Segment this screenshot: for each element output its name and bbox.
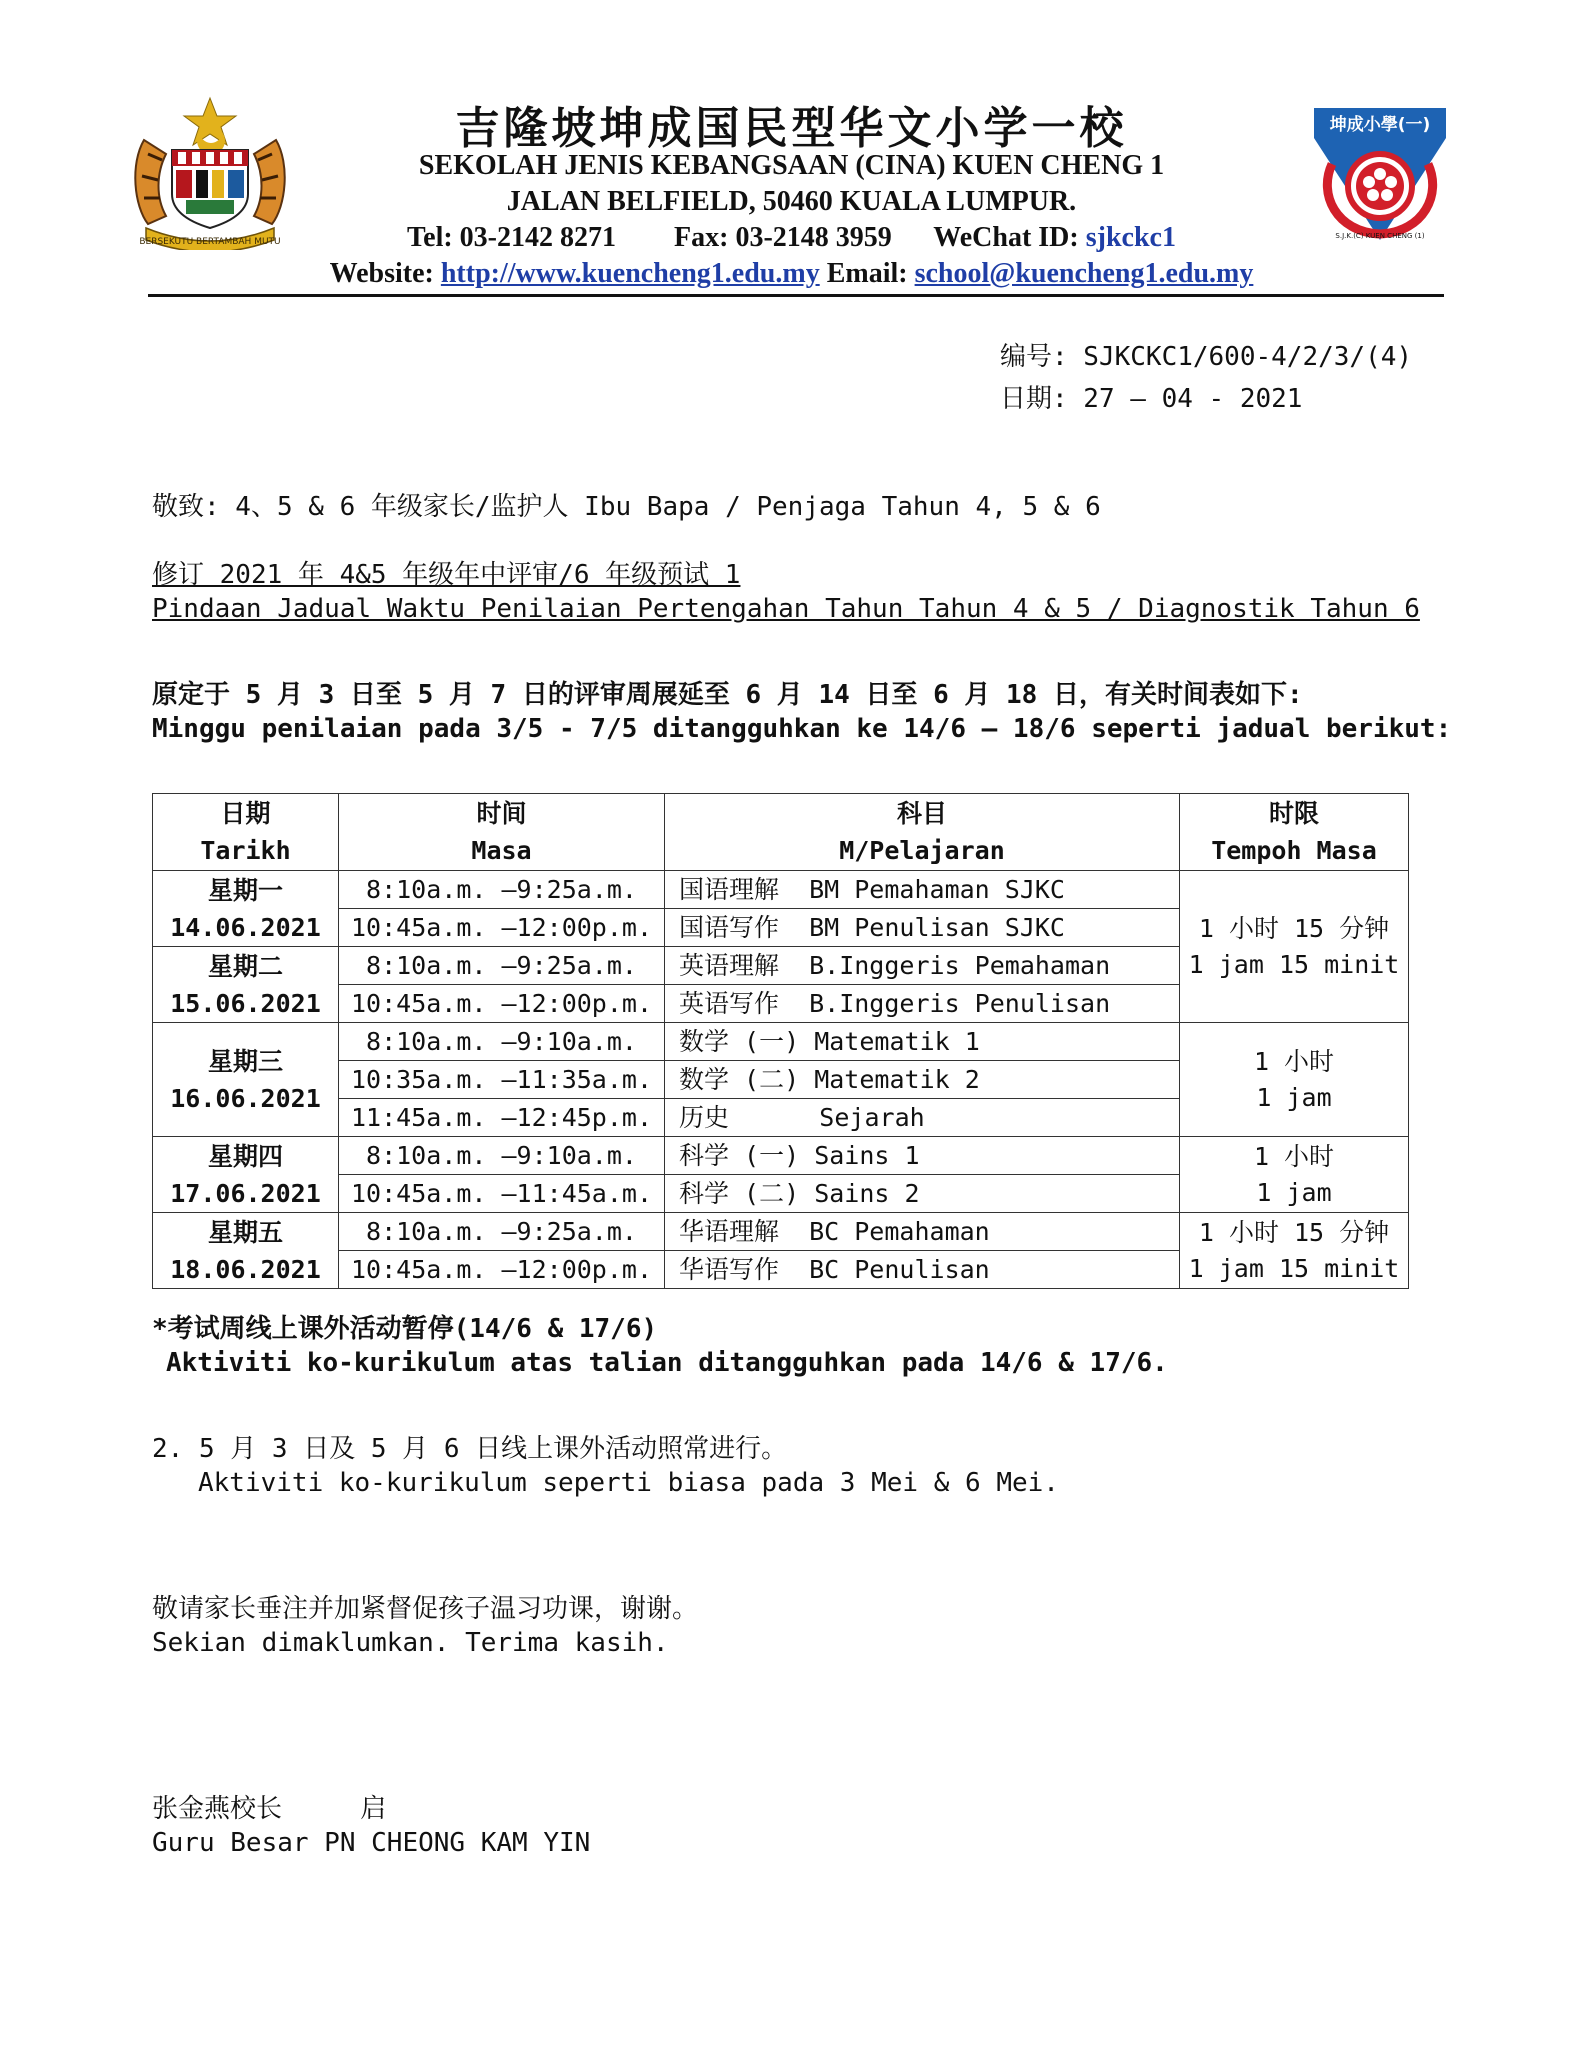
duration-cn: 1 小时 15 分钟 xyxy=(1198,913,1390,943)
web-line xyxy=(0,258,1583,290)
day-cell xyxy=(153,1023,339,1137)
header-date-cn: 日期 xyxy=(220,799,271,828)
crest-motto: BERSEKUTU BERTAMBAH MUTU xyxy=(139,237,281,247)
subject-cell: 科学 (二) Sains 2 xyxy=(665,1175,1180,1213)
note2-chinese: 2. 5 月 3 日及 5 月 6 日线上课外活动照常进行。 xyxy=(152,1434,788,1464)
subject-cell: 华语写作 BC Penulisan xyxy=(665,1251,1180,1289)
header-date-ms: Tarikh xyxy=(200,836,291,865)
closing-chinese: 敬请家长垂注并加紧督促孩子温习功课，谢谢。 xyxy=(152,1594,699,1624)
table-header-row xyxy=(153,794,1409,871)
intro-chinese: 原定于 5 月 3 日至 5 月 7 日的评审周展延至 6 月 14 日至 6 月 18 日，有关时间表如下: xyxy=(152,680,1303,710)
subject-cell: 英语写作 B.Inggeris Penulisan xyxy=(665,985,1180,1023)
tel-number: 03-2142 8271 xyxy=(459,222,616,253)
time-cell: 8:10a.m. –9:25a.m. xyxy=(339,871,665,909)
time-cell: 10:45a.m. –12:00p.m. xyxy=(339,1251,665,1289)
logo-ring-text: S.J.K.(C) KUEN CHENG (1) xyxy=(1335,232,1425,240)
day-name: 星期四 xyxy=(207,1141,283,1171)
day-cell xyxy=(153,1137,339,1213)
time-cell: 10:45a.m. –12:00p.m. xyxy=(339,909,665,947)
duration-cn: 1 小时 15 分钟 xyxy=(1198,1217,1390,1247)
day-cell xyxy=(153,871,339,947)
fax-label: Fax: xyxy=(674,222,736,253)
logo-text: 坤成小學(一) xyxy=(1329,115,1431,135)
table-row xyxy=(153,1023,1409,1061)
duration-cell xyxy=(1180,1023,1409,1137)
day-name: 星期五 xyxy=(207,1217,283,1247)
day-cell xyxy=(153,1213,339,1289)
day-name: 星期三 xyxy=(207,1046,283,1076)
day-date: 17.06.2021 xyxy=(170,1178,321,1208)
time-cell: 8:10a.m. –9:25a.m. xyxy=(339,947,665,985)
duration-ms: 1 jam 15 minit xyxy=(1188,949,1400,979)
header-duration-cn: 时限 xyxy=(1268,799,1319,828)
header-duration xyxy=(1180,794,1409,871)
note2-malay: Aktiviti ko-kurikulum seperti biasa pada 3 Mei & 6 Mei. xyxy=(198,1468,1059,1498)
day-name: 星期二 xyxy=(207,951,283,981)
subject-cell: 国语写作 BM Penulisan SJKC xyxy=(665,909,1180,947)
header-time-ms: Masa xyxy=(471,836,532,865)
subject-cell: 英语理解 B.Inggeris Pemahaman xyxy=(665,947,1180,985)
header-time-cn: 时间 xyxy=(476,799,527,828)
tel-label: Tel: xyxy=(407,222,460,253)
table-row xyxy=(153,1137,1409,1175)
header-subject-ms: M/Pelajaran xyxy=(839,836,1005,865)
website-link[interactable]: http://www.kuencheng1.edu.my xyxy=(440,258,820,289)
wechat-label: WeChat ID: xyxy=(933,222,1086,253)
subject-cell: 科学 (一) Sains 1 xyxy=(665,1137,1180,1175)
header-subject-cn: 科目 xyxy=(896,799,947,828)
time-cell: 8:10a.m. –9:25a.m. xyxy=(339,1213,665,1251)
header-date xyxy=(153,794,339,871)
title-chinese: 修订 2021 年 4&5 年级年中评审/6 年级预试 1 xyxy=(152,560,741,590)
school-address: JALAN BELFIELD, 50460 KUALA LUMPUR. xyxy=(506,186,1077,217)
subject-cell: 华语理解 BC Pemahaman xyxy=(665,1213,1180,1251)
subject-cell: 历史 Sejarah xyxy=(665,1099,1180,1137)
duration-cn: 1 小时 xyxy=(1253,1046,1335,1076)
salutation: 敬致: 4、5 & 6 年级家长/监护人 Ibu Bapa / Penjaga Tahun 4, 5 & 6 xyxy=(152,492,1101,522)
website-label: Website: xyxy=(329,258,441,289)
day-name: 星期一 xyxy=(207,875,283,905)
time-cell: 8:10a.m. –9:10a.m. xyxy=(339,1023,665,1061)
signature-chinese: 张金燕校长 启 xyxy=(152,1794,387,1824)
intro-malay: Minggu penilaian pada 3/5 - 7/5 ditangguhkan ke 14/6 – 18/6 seperti jadual berikut: xyxy=(152,714,1452,744)
email-link[interactable]: school@kuencheng1.edu.my xyxy=(914,258,1254,289)
closing-malay: Sekian dimaklumkan. Terima kasih. xyxy=(152,1628,669,1658)
duration-cell xyxy=(1180,1137,1409,1213)
table-row xyxy=(153,1213,1409,1251)
title-malay: Pindaan Jadual Waktu Penilaian Pertengahan Tahun Tahun 4 & 5 / Diagnostik Tahun 6 xyxy=(152,594,1420,624)
fax-number: 03-2148 3959 xyxy=(735,222,892,253)
duration-ms: 1 jam 15 minit xyxy=(1188,1253,1400,1283)
letterhead-divider xyxy=(148,294,1444,297)
note1-malay: Aktiviti ko-kurikulum atas talian ditangguhkan pada 14/6 & 17/6. xyxy=(166,1348,1168,1378)
subject-cell: 国语理解 BM Pemahaman SJKC xyxy=(665,871,1180,909)
wechat-id: sjkckc1 xyxy=(1085,222,1176,253)
day-date: 15.06.2021 xyxy=(170,988,321,1018)
duration-ms: 1 jam xyxy=(1256,1177,1332,1207)
subject-cell: 数学 (二) Matematik 2 xyxy=(665,1061,1180,1099)
duration-cell xyxy=(1180,1213,1409,1289)
time-cell: 8:10a.m. –9:10a.m. xyxy=(339,1137,665,1175)
time-cell: 10:45a.m. –11:45a.m. xyxy=(339,1175,665,1213)
email-label: Email: xyxy=(826,258,915,289)
note1-chinese: *考试周线上课外活动暂停(14/6 & 17/6) xyxy=(152,1314,658,1344)
exam-schedule-table xyxy=(152,793,1409,1289)
letter-date: 日期: 27 – 04 - 2021 xyxy=(1000,384,1303,414)
time-cell: 11:45a.m. –12:45p.m. xyxy=(339,1099,665,1137)
signature-malay: Guru Besar PN CHEONG KAM YIN xyxy=(152,1828,591,1858)
table-row xyxy=(153,871,1409,909)
school-name-malay: SEKOLAH JENIS KEBANGSAAN (CINA) KUEN CHENG 1 xyxy=(418,150,1165,181)
day-date: 16.06.2021 xyxy=(170,1083,321,1113)
reference-number: 编号: SJKCKC1/600-4/2/3/(4) xyxy=(1000,342,1413,372)
day-date: 14.06.2021 xyxy=(170,912,321,942)
day-cell xyxy=(153,947,339,1023)
time-cell: 10:35a.m. –11:35a.m. xyxy=(339,1061,665,1099)
header-duration-ms: Tempoh Masa xyxy=(1211,836,1377,865)
duration-cn: 1 小时 xyxy=(1253,1141,1335,1171)
header-subject xyxy=(665,794,1180,871)
day-date: 18.06.2021 xyxy=(170,1254,321,1284)
duration-cell xyxy=(1180,871,1409,1023)
header-time xyxy=(339,794,665,871)
time-cell: 10:45a.m. –12:00p.m. xyxy=(339,985,665,1023)
subject-cell: 数学 (一) Matematik 1 xyxy=(665,1023,1180,1061)
contact-line xyxy=(0,222,1583,254)
duration-ms: 1 jam xyxy=(1256,1082,1332,1112)
school-name-chinese: 吉隆坡坤成国民型华文小学一校 xyxy=(455,104,1128,153)
